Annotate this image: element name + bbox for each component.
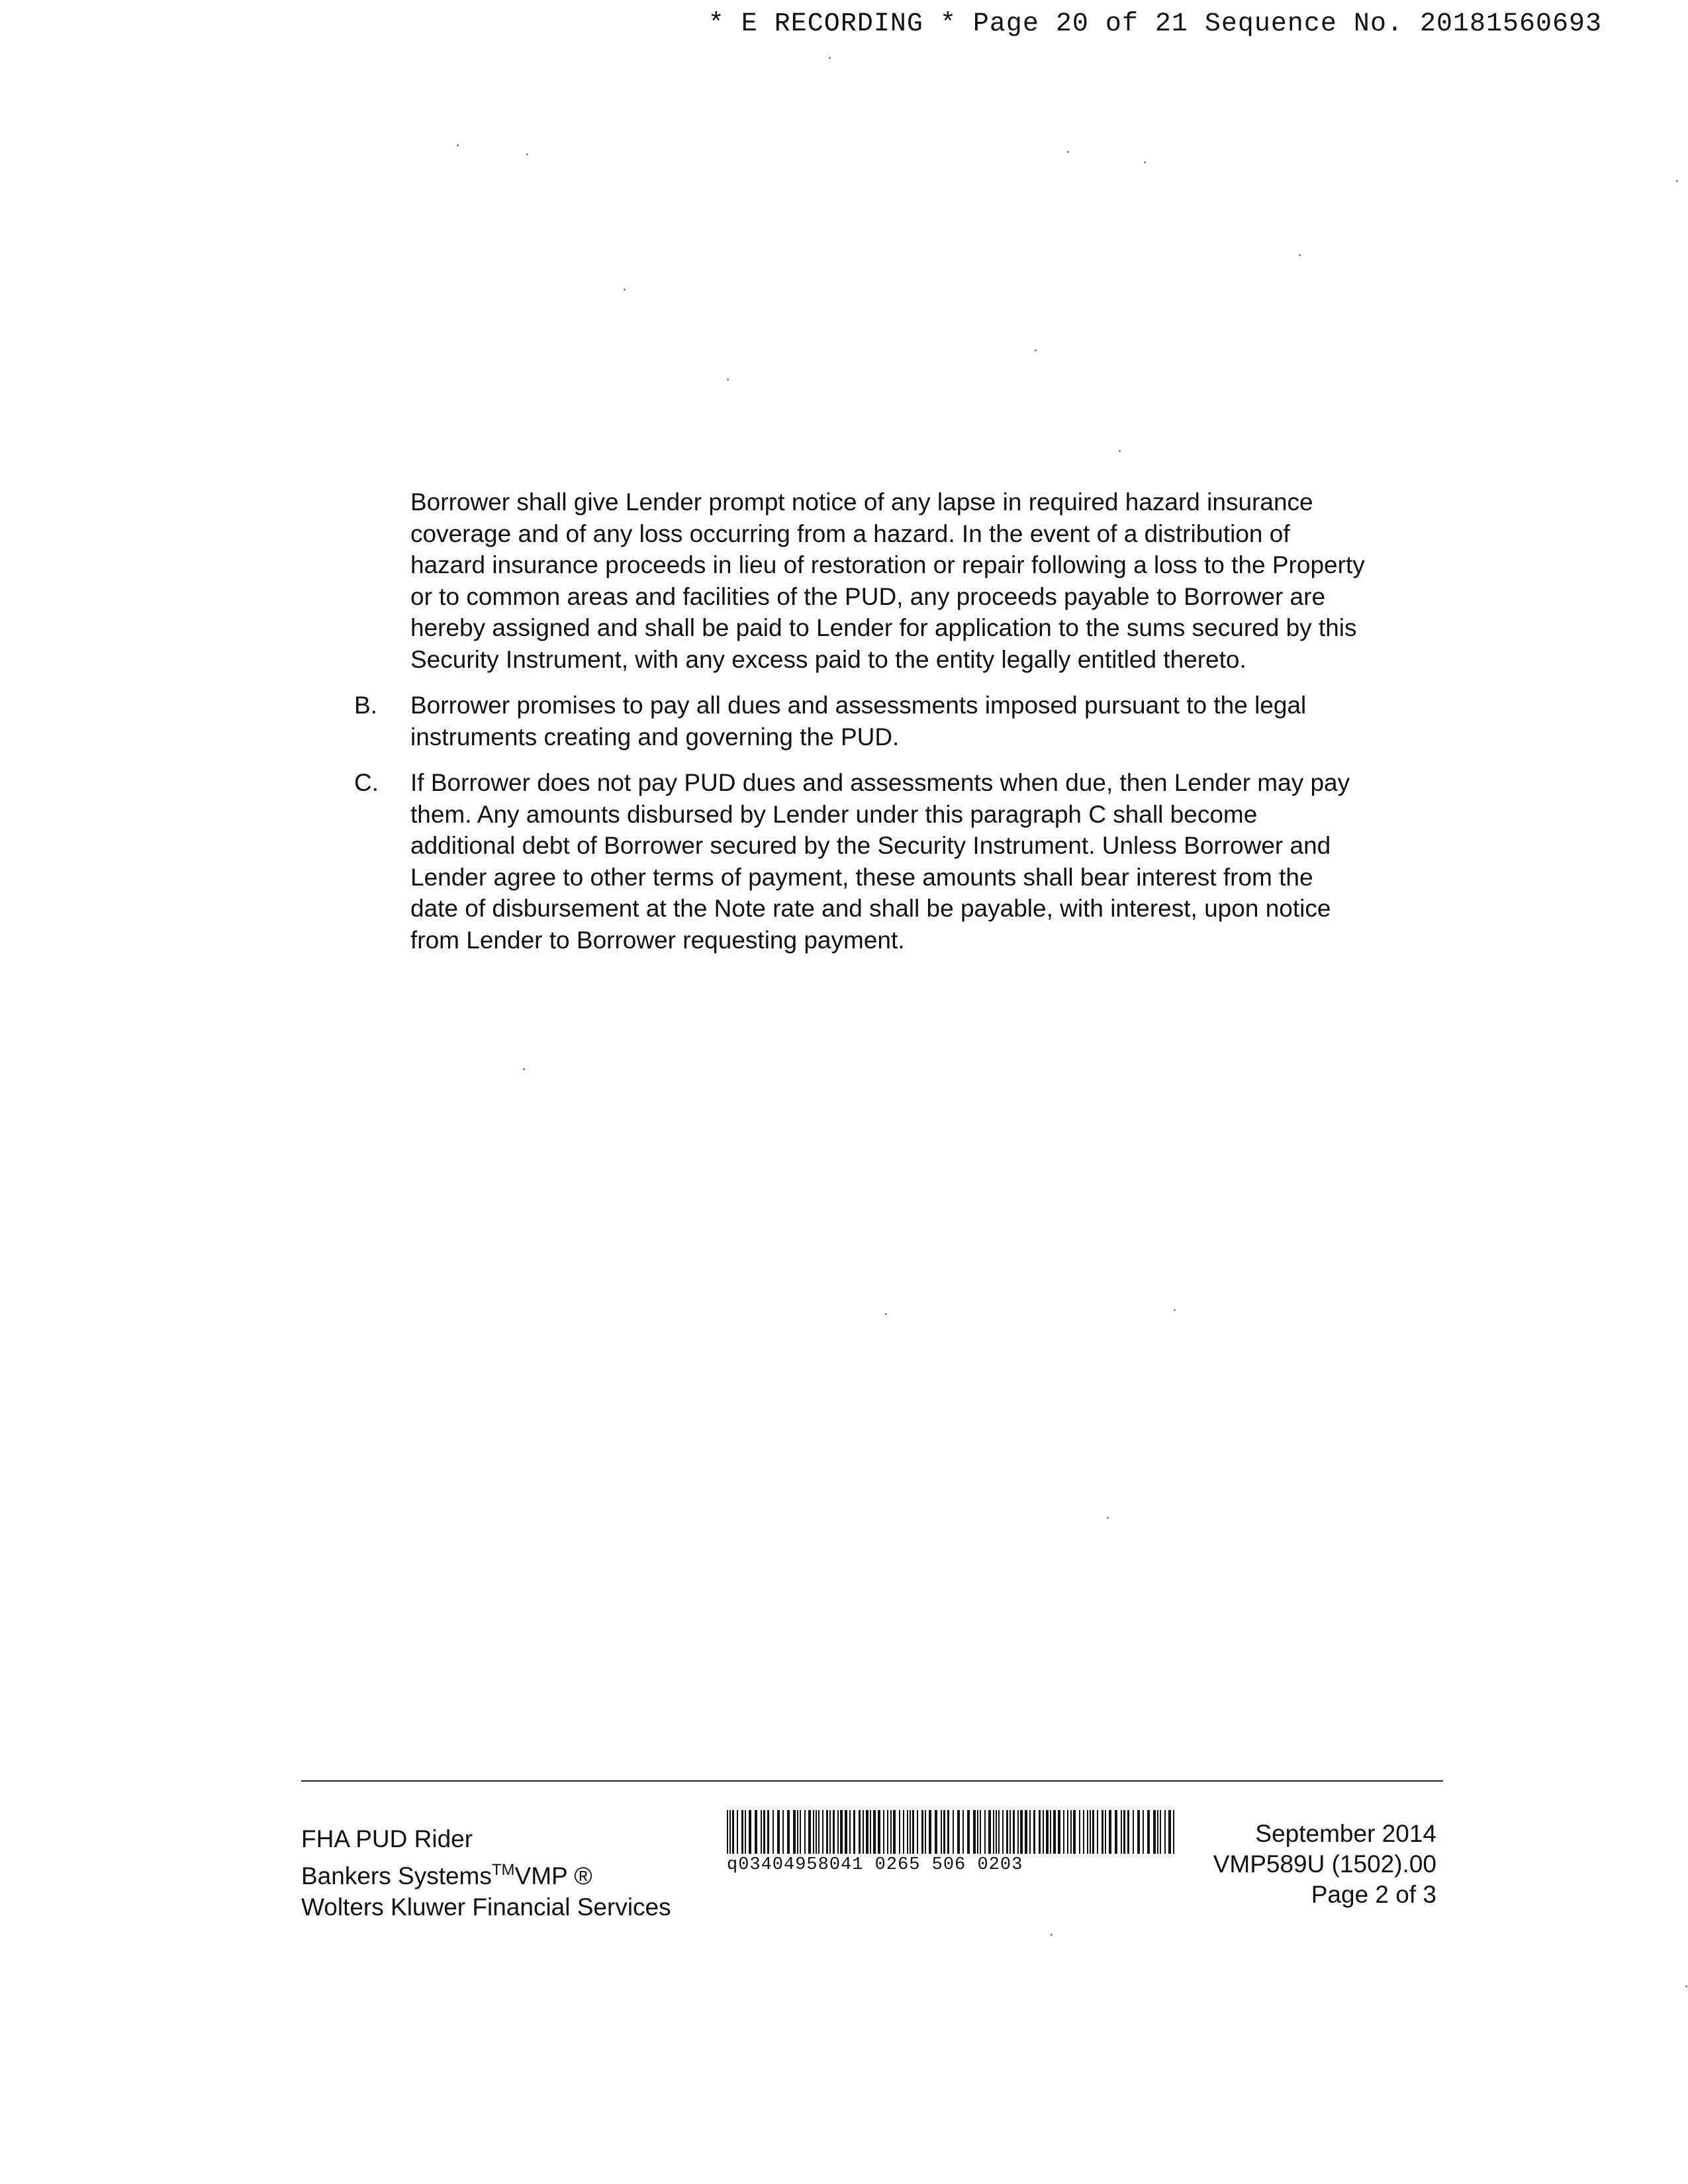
barcode-bar (912, 1810, 914, 1854)
hazard-insurance-paragraph: Borrower shall give Lender prompt notice of any lapse in required hazard insurance coverage and of any loss occurring from a hazard. In the event of a distribution of hazard insurance proceeds in lieu of restoration or repair following a loss to the Property or to common areas and facilities of the PUD, any proceeds payable to Borrower are hereby assigned and shall be paid to Lender for application to the sums secured by this Security Instrument, with any excess paid to the entity legally entitled thereto. (410, 488, 1365, 673)
barcode-bar (866, 1810, 868, 1854)
barcode-bar (998, 1810, 1000, 1854)
recording-header: * E RECORDING * Page 20 of 21 Sequence No. 20181560693 (708, 9, 1602, 39)
trademark-symbol: TM (491, 1861, 515, 1879)
barcode-bar (1143, 1810, 1144, 1854)
barcode-bar (729, 1810, 731, 1854)
barcode-bar (745, 1810, 746, 1854)
scan-speck (829, 57, 831, 59)
barcode-bar (899, 1810, 900, 1854)
barcode-bar (1092, 1810, 1094, 1854)
barcode-bar (840, 1810, 843, 1854)
list-item-text: If Borrower does not pay PUD dues and assessments when due, then Lender may pay them. Any amounts disbursed by Lender under this paragraph C shall become additional debt of Borrower secured by the Security Instrument. Unless Borrower and Lender agree to other terms of payment, these amounts shall bear interest from the date of disbursement at the Note rate and shall be payable, with interest, upon notice from Lender to Borrower requesting payment. (410, 769, 1350, 954)
barcode-bar (1006, 1810, 1008, 1854)
footer-divider (301, 1780, 1443, 1782)
barcode-bar (1164, 1810, 1166, 1854)
barcode-bar (816, 1810, 817, 1854)
barcode-bar (773, 1810, 774, 1854)
barcode-bar (1029, 1810, 1031, 1854)
vendor-name: Bankers Systems (301, 1862, 492, 1889)
scan-speck (1035, 349, 1037, 351)
barcode-bar (829, 1810, 831, 1854)
scan-speck (1299, 254, 1301, 256)
scan-speck (885, 1313, 887, 1315)
barcode-bar (1087, 1810, 1088, 1854)
barcode-bar (782, 1810, 784, 1854)
barcode-bar (1067, 1810, 1068, 1854)
scan-speck (1174, 1309, 1176, 1311)
barcode-bar (849, 1810, 851, 1854)
form-date: September 2014 (1255, 1820, 1436, 1847)
barcode-bar (1153, 1810, 1156, 1854)
barcode-bar (1033, 1810, 1035, 1854)
barcode-bar (808, 1810, 811, 1854)
barcode-bar (1043, 1810, 1044, 1854)
barcode-bar (1083, 1810, 1084, 1854)
barcode-bar (903, 1810, 904, 1854)
footer-form-info (301, 1823, 671, 1923)
footer-form-meta (1213, 1819, 1436, 1910)
list-item-marker: C. (354, 769, 379, 796)
barcode-bar (957, 1810, 960, 1854)
barcode-bar (1133, 1810, 1134, 1854)
barcode-bar (883, 1810, 884, 1854)
barcode-bar (921, 1810, 923, 1854)
barcode-bar (1079, 1810, 1080, 1854)
barcode-bar (1157, 1810, 1158, 1854)
barcode-bar (737, 1810, 738, 1854)
barcode-bar (1147, 1810, 1150, 1854)
barcode-bar (935, 1810, 937, 1854)
barcode-bar (980, 1810, 981, 1854)
barcode-bar (732, 1810, 734, 1854)
barcode-bar (929, 1810, 931, 1854)
scan-speck (526, 154, 528, 156)
barcode-bar (1063, 1810, 1064, 1854)
barcode-bar (787, 1810, 790, 1854)
barcode-bar (1121, 1810, 1122, 1854)
scan-speck (1685, 1985, 1687, 1987)
barcode-bar (996, 1810, 997, 1854)
barcode-bar (993, 1810, 994, 1854)
barcode-bar (761, 1810, 762, 1854)
barcode-bar (1046, 1810, 1049, 1854)
barcode-bar (1168, 1810, 1171, 1854)
vendor-line (301, 1854, 671, 1891)
barcode-bar (893, 1810, 896, 1854)
barcode-bar (967, 1810, 970, 1854)
barcode-bar (863, 1810, 864, 1854)
barcode-bar (763, 1810, 765, 1854)
barcode-bar (837, 1810, 839, 1854)
rider-body (354, 486, 1367, 970)
publisher-name: Wolters Kluwer Financial Services (301, 1893, 671, 1921)
barcode-bar (962, 1810, 964, 1854)
barcode-bar (826, 1810, 828, 1854)
barcode-bar (887, 1810, 888, 1854)
barcode-bar (1105, 1810, 1106, 1854)
barcode-bar (910, 1810, 911, 1854)
barcode-bar (800, 1810, 801, 1854)
barcode-bar (727, 1810, 728, 1854)
barcode-bar (1137, 1810, 1140, 1854)
barcode-bar (953, 1810, 954, 1854)
barcode-bar (977, 1810, 978, 1854)
barcode-bar (890, 1810, 892, 1854)
barcode-bar (1053, 1810, 1056, 1854)
barcode-bar (853, 1810, 855, 1854)
barcode-bar (941, 1810, 942, 1854)
barcode-bar (813, 1810, 814, 1854)
barcode-bar (984, 1810, 986, 1854)
barcode-bar (878, 1810, 880, 1854)
scan-speck (1107, 1517, 1109, 1519)
barcode-bar (1115, 1810, 1117, 1854)
barcode-bar (1058, 1810, 1060, 1854)
barcode-bar (1017, 1810, 1019, 1854)
barcode-bar (777, 1810, 780, 1854)
barcode-bar (793, 1810, 796, 1854)
scan-speck (727, 379, 729, 381)
list-item-c (354, 767, 1367, 956)
barcode-bar (1090, 1810, 1091, 1854)
scan-speck (1119, 450, 1121, 452)
barcode-bar (1070, 1810, 1072, 1854)
barcode-bar (1127, 1810, 1129, 1854)
list-item-b (354, 690, 1367, 752)
barcode-bar (845, 1810, 847, 1854)
barcode-bar (1039, 1810, 1041, 1854)
barcode-bar (1123, 1810, 1125, 1854)
barcode-bar (870, 1810, 871, 1854)
barcode-bar (1013, 1810, 1015, 1854)
barcode-bar (1025, 1810, 1027, 1854)
barcode-bar (925, 1810, 926, 1854)
barcode-number: q03404958041 0265 506 0203 (727, 1855, 1023, 1875)
barcode-bar (767, 1810, 769, 1854)
barcode-bar (973, 1810, 976, 1854)
barcode-block (727, 1810, 1177, 1875)
barcode-bar (947, 1810, 949, 1854)
scan-speck (1676, 180, 1678, 182)
form-name: FHA PUD Rider (301, 1825, 473, 1852)
barcode-bar (749, 1810, 751, 1854)
barcode-bar (859, 1810, 861, 1854)
scan-speck (624, 289, 626, 291)
barcode-bar (988, 1810, 991, 1854)
vendor-product: VMP ® (514, 1862, 592, 1889)
barcode-bar (822, 1810, 823, 1854)
barcode-bar (1173, 1810, 1174, 1854)
barcode-bar (741, 1810, 743, 1854)
barcode-bar (1020, 1810, 1023, 1854)
barcode-bar (907, 1810, 908, 1854)
barcode-bar (1073, 1810, 1076, 1854)
barcode-bar (1050, 1810, 1051, 1854)
barcode-bar (797, 1810, 798, 1854)
barcode-bar (1160, 1810, 1161, 1854)
barcode-bar (1002, 1810, 1004, 1854)
scan-speck (457, 144, 459, 146)
barcode-bar (943, 1810, 945, 1854)
barcode-bar (873, 1810, 876, 1854)
barcode-bar (804, 1810, 806, 1854)
list-item-text: Borrower promises to pay all dues and assessments imposed pursuant to the legal instruments creating and governing the PUD. (410, 692, 1307, 751)
scan-speck (1067, 151, 1069, 153)
scan-speck (1144, 161, 1146, 163)
barcode-bar (1109, 1810, 1111, 1854)
barcode-bar (818, 1810, 820, 1854)
form-code: VMP589U (1502).00 (1213, 1850, 1436, 1878)
barcode-bar (917, 1810, 918, 1854)
scan-speck (523, 1068, 525, 1070)
barcode-bar (1009, 1810, 1011, 1854)
barcode-bar (833, 1810, 835, 1854)
page-number: Page 2 of 3 (1311, 1881, 1436, 1908)
scan-speck (1051, 1934, 1053, 1936)
list-item-marker: B. (354, 692, 377, 719)
barcode-bar (755, 1810, 757, 1854)
barcode-graphic (727, 1810, 1177, 1854)
barcode-bar (1097, 1810, 1098, 1854)
barcode-bar (1102, 1810, 1103, 1854)
